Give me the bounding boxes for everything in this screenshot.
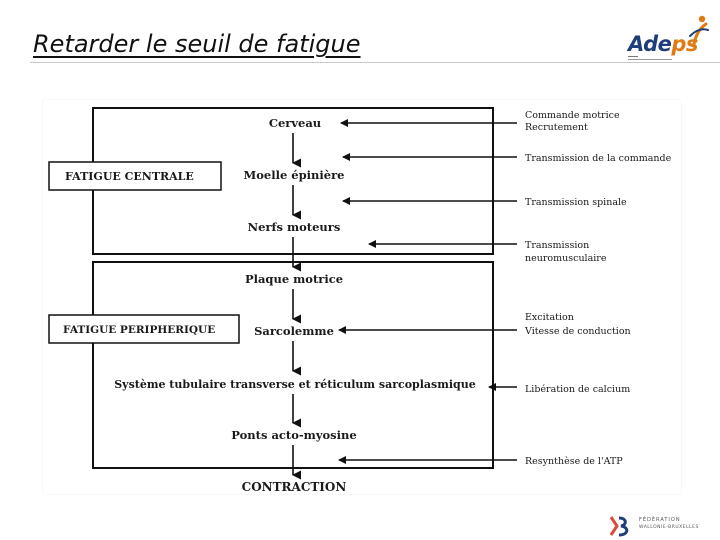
node-nerfs-moteurs: Nerfs moteurs [247,220,341,234]
adeps-logo-subtitle [628,56,688,62]
annotation-excitation [524,312,631,337]
annotation-resynthese-atp-line1: Resynthèse de l'ATP [525,456,623,467]
athlete-figure-icon [686,14,712,50]
federation-logo-line1: FÉDÉRATION [639,517,681,523]
slide-title: Retarder le seuil de fatigue [33,30,361,58]
annotation-transmission-spinale-line1: Transmission spinale [525,197,627,208]
annotation-transmission-neuromusculaire-line1: Transmission [525,240,590,251]
fatigue-diagram [43,100,681,494]
annotation-excitation-line1: Excitation [525,312,574,323]
adeps-logo [622,14,712,70]
title-underline-rule [30,62,720,63]
annotation-transmission-neuromusculaire [525,240,607,264]
annotation-commande-motrice-line1: Commande motrice [525,110,620,121]
annotation-transmission-commande-line1: Transmission de la commande [525,153,672,164]
annotation-commande-motrice [525,110,623,133]
annotation-liberation-calcium-line1: Libération de calcium [525,384,631,395]
annotation-excitation-line2: Vitesse de conduction [525,326,631,337]
annotation-transmission-commande [525,153,672,164]
federation-emblem-icon [605,515,635,537]
annotation-resynthese-atp [525,456,623,467]
federation-logo-line2: WALLONIE-BRUXELLES [639,525,699,530]
peripheral-fatigue-label: FATIGUE PERIPHERIQUE [63,324,216,336]
node-sarcolemme: Sarcolemme [254,324,334,338]
node-contraction: CONTRACTION [241,480,347,494]
diagram-canvas [43,100,681,494]
federation-logo [605,515,715,537]
central-fatigue-label: FATIGUE CENTRALE [65,170,194,183]
node-plaque-motrice: Plaque motrice [244,272,344,286]
adeps-logo-wordmark-accent: ps [671,32,698,56]
adeps-logo-wordmark-start: Ade [628,32,672,56]
annotation-transmission-spinale [525,197,627,208]
annotation-transmission-neuromusculaire-line2: neuromusculaire [525,253,607,264]
node-ponts-acto-myosine: Ponts acto-myosine [231,428,357,442]
annotation-liberation-calcium [525,384,630,395]
input-arrows [339,123,517,460]
node-moelle-epiniere: Moelle épinière [243,168,345,182]
federation-logo-text [639,517,699,531]
node-cerveau: Cerveau [268,116,322,130]
node-systeme-tubulaire: Système tubulaire transverse et réticulum sarcoplasmique [114,378,476,391]
annotation-commande-motrice-line2: Recrutement [525,122,588,133]
